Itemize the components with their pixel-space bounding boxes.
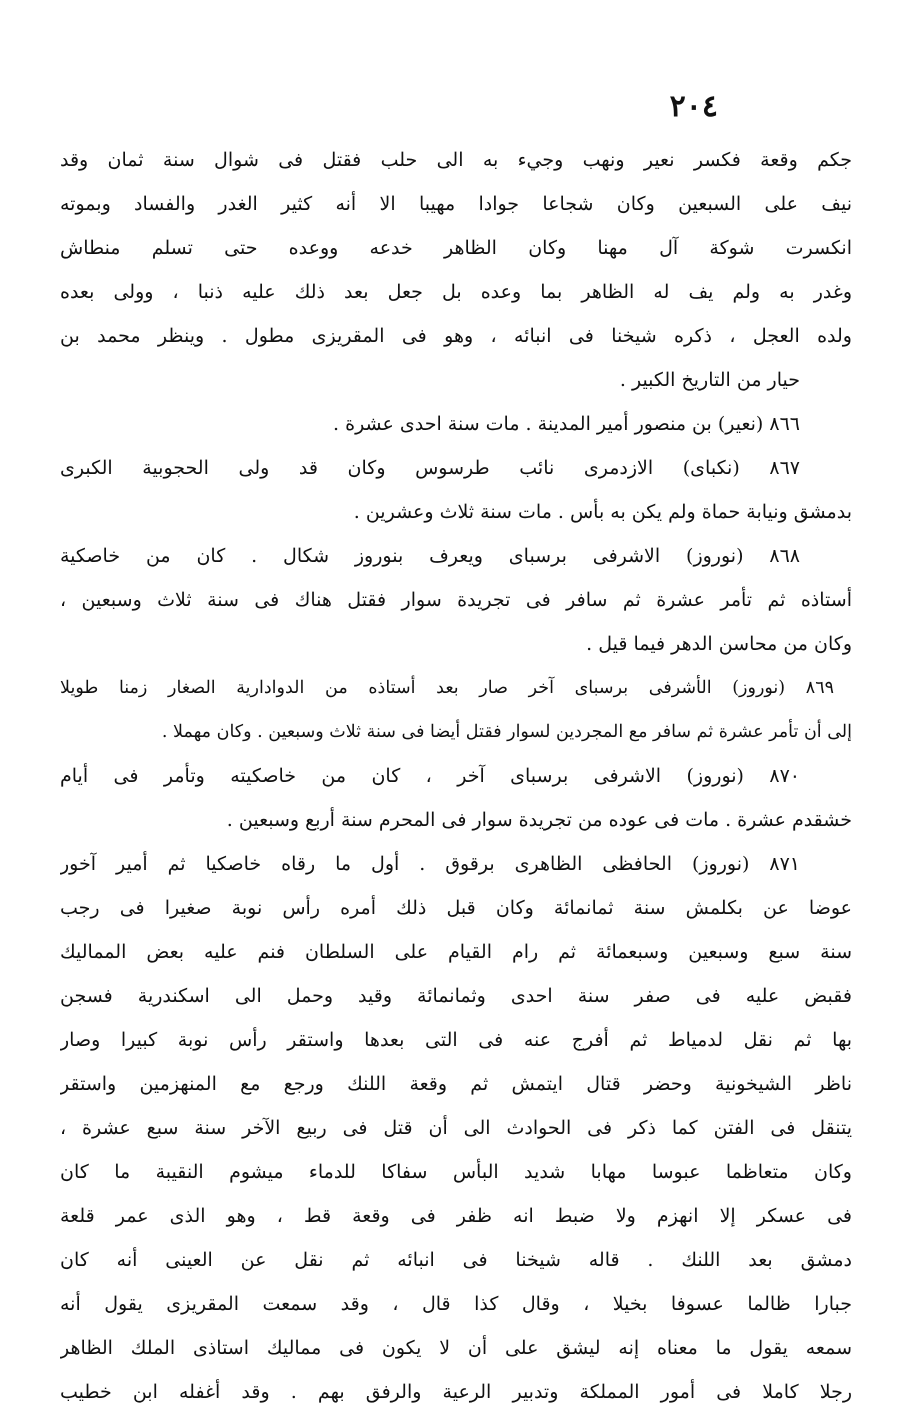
text-line: وكان متعاظما عبوسا مهابا شديد البأس سفاكا للدماء ميشوم النقيبة ما كان xyxy=(60,1161,852,1183)
text-line: رجلا كاملا فى أمور المملكة وتدبير الرعية والرفق بهم . وقد أغفله ابن خطيب xyxy=(60,1381,852,1403)
text-line: بها ثم نقل لدمياط ثم أفرج عنه فى التى بعدها واستقر رأس نوبة كبيرا وصار xyxy=(60,1029,852,1051)
entry-869: ٨٦٩ (نوروز) الأشرفى برسباى آخر صار بعد أستاذه من الدوادارية الصغار زمنا طويلا xyxy=(60,678,834,698)
text-line: جكم وقعة فكسر نعير ونهب وجيء به الى حلب فقتل فى شوال سنة ثمان وقد xyxy=(60,149,852,171)
text-line: عوضا عن بكلمش سنة ثمانمائة وكان قبل ذلك أمره رأس نوبة صغيرا فى رجب xyxy=(60,897,852,919)
entry-866: ٨٦٦ (نعير) بن منصور أمير المدينة . مات سنة احدى عشرة . xyxy=(333,413,800,435)
text-line: ولده العجل ، ذكره شيخنا فى انبائه ، وهو فى المقريزى مطول . وينظر محمد بن xyxy=(60,325,852,347)
text-line: سنة سبع وسبعين وسبعمائة ثم رام القيام على السلطان فنم عليه بعض المماليك xyxy=(60,941,852,963)
text-line: حيار من التاريخ الكبير . xyxy=(619,369,800,391)
page-number: ٢٠٤ xyxy=(669,89,718,124)
text-line: أستاذه ثم تأمر عشرة ثم سافر فى تجريدة سوار فقتل هناك فى سنة ثلاث وسبعين ، xyxy=(60,589,852,611)
text-line: بدمشق ونيابة حماة ولم يكن به بأس . مات سنة ثلاث وعشرين . xyxy=(353,501,852,523)
text-line: وكان من محاسن الدهر فيما قيل . xyxy=(586,633,852,655)
entry-868: ٨٦٨ (نوروز) الاشرفى برسباى ويعرف بنوروز شكال . كان من خاصكية xyxy=(60,545,800,567)
text-line: نيف على السبعين وكان شجاعا جوادا مهيبا الا أنه كثير الغدر والفساد وبموته xyxy=(60,193,852,215)
text-line: ناظر الشيخونية وحضر قتال ايتمش ثم وقعة اللنك ورجع مع المنهزمين واستقر xyxy=(60,1073,852,1095)
text-line: انكسرت شوكة آل مهنا وكان الظاهر خدعه ووعده حتى تسلم منطاش xyxy=(60,237,852,259)
text-line: فى عسكر إلا انهزم ولا ضبط انه ظفر فى وقعة قط ، وهو الذى عمر قلعة xyxy=(60,1205,852,1227)
text-line: إلى أن تأمر عشرة ثم سافر مع المجردين لسوار فقتل أيضا فى سنة ثلاث وسبعين . وكان مهملا . xyxy=(161,722,852,742)
text-line: يتنقل فى الفتن كما ذكر فى الحوادث الى أن قتل فى ربيع الآخر سنة سبع عشرة ، xyxy=(60,1117,852,1139)
entry-867: ٨٦٧ (نكباى) الازدمرى نائب طرسوس وكان قد ولى الحجوبية الكبرى xyxy=(60,457,800,479)
text-line: جبارا ظالما عسوفا بخيلا ، وقال كذا قال ، وقد سمعت المقريزى يقول أنه xyxy=(60,1293,852,1315)
body-text xyxy=(60,138,852,1414)
text-line: فقبض عليه فى صفر سنة احدى وثمانمائة وقيد وحمل الى اسكندرية فسجن xyxy=(60,985,852,1007)
entry-870: ٨٧٠ (نوروز) الاشرفى برسباى آخر ، كان من خاصكيته وتأمر فى أيام xyxy=(60,765,800,787)
entry-871: ٨٧١ (نوروز) الحافظى الظاهرى برقوق . أول ما رقاه خاصكيا ثم أمير آخور xyxy=(60,853,800,875)
text-line: سمعه يقول ما معناه إنه ليشق على أن لا يكون فى مماليك استاذى الملك الظاهر xyxy=(60,1337,852,1359)
text-line: خشقدم عشرة . مات فى عوده من تجريدة سوار فى المحرم سنة أربع وسبعين . xyxy=(226,809,852,831)
text-line: وغدر به ولم يف له الظاهر بما وعده بل جعل بعد ذلك عليه ذنبا ، وولى بعده xyxy=(60,281,852,303)
text-line: دمشق بعد اللنك . قاله شيخنا فى انبائه ثم نقل عن العينى أنه كان xyxy=(60,1249,852,1271)
